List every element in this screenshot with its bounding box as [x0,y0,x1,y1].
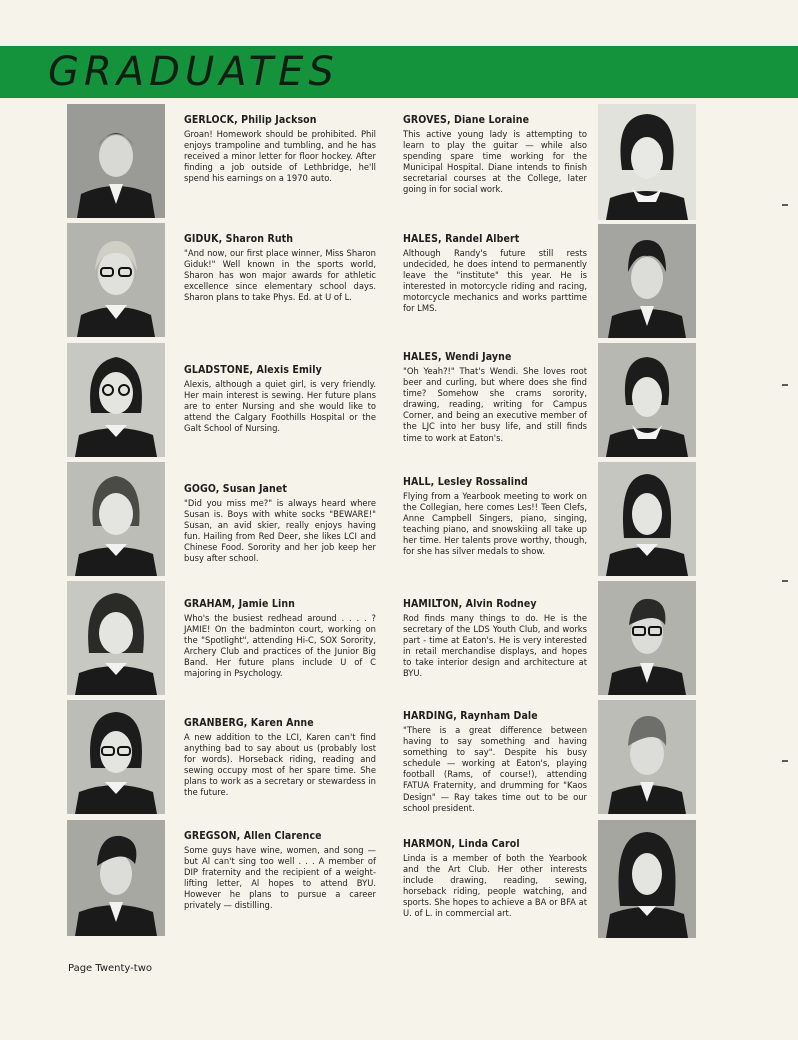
student-name: HALL, Lesley Rossalind [403,476,528,488]
portrait-photo-hales-wendi [598,343,696,457]
student-entry-hales-randel [403,233,587,315]
student-bio: "And now, our first place winner, Miss Sharon Giduk!" Well known in the sports world, Sharon has won major awards for athletic excellence since elementary school days. Sharon plans to take Phys. Ed. at U of L. [184,248,376,303]
student-bio: Although Randy's future still rests undecided, he does intend to permanently leave the "institute" this year. He is interested in motorcycle riding and racing, motorcycle mechanics and works parttime for LMS. [403,248,587,314]
student-name: GRAHAM, Jamie Linn [184,598,295,610]
section-banner [0,46,798,98]
student-bio: Flying from a Yearbook meeting to work on the Collegian, here comes Les!! Teen Clefs, Anne Campbell Singers, piano, singing, teaching piano, and snowskiing all take up her time. Her talents prove worthy, though, for she has silver medals to show. [403,491,587,557]
student-bio: "Did you miss me?" is always heard where Susan is. Boys with white socks "BEWARE!" Susan, an avid skier, really enjoys having fun. Hailing from Red Deer, she likes LCI and Chinese Food. Sorority and her job keep her busy after school. [184,498,376,564]
page-number: Page Twenty-two [68,963,152,974]
student-entry-gladstone [184,364,376,434]
portrait-photo-harding [598,700,696,814]
student-name: GLADSTONE, Alexis Emily [184,364,322,376]
student-name: GIDUK, Sharon Ruth [184,233,294,245]
portrait-photo-gogo [67,462,165,576]
student-entry-harmon [403,838,587,920]
student-entry-harding [403,710,587,814]
page-edge-mark [782,204,788,206]
student-name: GROVES, Diane Loraine [403,114,530,126]
portrait-photo-graham [67,581,165,695]
portrait-photo-hall [598,462,696,576]
student-name: HAMILTON, Alvin Rodney [403,598,537,610]
student-bio: Alexis, although a quiet girl, is very friendly. Her main interest is sewing. Her future plans are to enter Nursing and she would like to attend the Calgary Foothills Hospital or the Galt School of Nursing. [184,379,376,434]
student-name: GREGSON, Allen Clarence [184,830,322,842]
student-entry-hall [403,476,587,558]
student-entry-hamilton [403,598,587,680]
student-bio: Groan! Homework should be prohibited. Phil enjoys trampoline and tumbling, and he has received a minor letter for floor hockey. After finding a job outside of Lethbridge, he'll spend his earnings on a 1970 auto. [184,129,376,184]
student-entry-graham [184,598,376,680]
student-entry-gregson [184,830,376,912]
section-title: GRADUATES [48,49,339,95]
student-bio: This active young lady is attempting to learn to play the guitar — while also spending spare time working for the Municipal Hospital. Diane intends to finish secretarial courses at the College, later going in for social work. [403,129,587,195]
portrait-photo-gerlock [67,104,165,218]
student-bio: Who's the busiest redhead around . . . . ? JAMIE! On the badminton court, working on the "Spotlight", attending Hi-C, SOX Sorority, Archery Club and practices of the Junior Big Band. Her future plans include U of C majoring in Psychology. [184,613,376,679]
page-edge-mark [782,760,788,762]
page-edge-mark [782,580,788,582]
student-entry-granberg [184,717,376,799]
portrait-photo-gladstone [67,343,165,457]
student-name: HARMON, Linda Carol [403,838,520,850]
portrait-photo-hales-randel [598,224,696,338]
student-entry-giduk [184,233,376,303]
student-entry-gerlock [184,114,376,184]
page-edge-mark [782,384,788,386]
student-entry-gogo [184,483,376,565]
student-bio: A new addition to the LCI, Karen can't find anything bad to say about us (probably lost for words). Horseback riding, reading and sewing occupy most of her spare time. She plans to work as a secretary or stewardess in the future. [184,732,376,798]
portrait-photo-giduk [67,223,165,337]
portrait-photo-hamilton [598,581,696,695]
student-bio: Rod finds many things to do. He is the secretary of the LDS Youth Club, and works part - time at Eaton's. He is very interested in retail merchandise displays, and hopes to take interior design and architecture at BYU. [403,613,587,679]
student-name: GOGO, Susan Janet [184,483,287,495]
portrait-photo-gregson [67,820,165,936]
student-name: HARDING, Raynham Dale [403,710,538,722]
portrait-photo-granberg [67,700,165,814]
student-entry-hales-wendi [403,351,587,444]
portrait-photo-harmon [598,820,696,938]
student-bio: "Oh Yeah?!" That's Wendi. She loves root beer and curling, but where does she find time? Somehow she crams sorority, drawing, reading, writing for Campus Corner, and being an executive member of the LJC into her busy life, and still finds time to work at Eaton's. [403,366,587,443]
student-bio: Some guys have wine, women, and song — but Al can't sing too well . . . A member of DIP fraternity and the recipient of a weight-lifting letter, Al hopes to attend BYU. However he plans to pursue a career privately — distilling. [184,845,376,911]
student-bio: Linda is a member of both the Yearbook and the Art Club. Her other interests include drawing, reading, sewing, horseback riding, people watching, and sports. She hopes to achieve a BA or BFA at U. of L. in commercial art. [403,853,587,919]
student-name: GRANBERG, Karen Anne [184,717,314,729]
student-entry-groves [403,114,587,196]
student-bio: "There is a great difference between having to say something and having something to say". Despite his busy schedule — working at Eaton's, playing football (Rams, of course!), attending FATUA Fraternity, and drumming for "Kaos Design" — Ray takes time out to be our school president. [403,725,587,813]
student-name: GERLOCK, Philip Jackson [184,114,317,126]
student-name: HALES, Randel Albert [403,233,520,245]
portrait-photo-groves [598,104,696,220]
student-name: HALES, Wendi Jayne [403,351,512,363]
